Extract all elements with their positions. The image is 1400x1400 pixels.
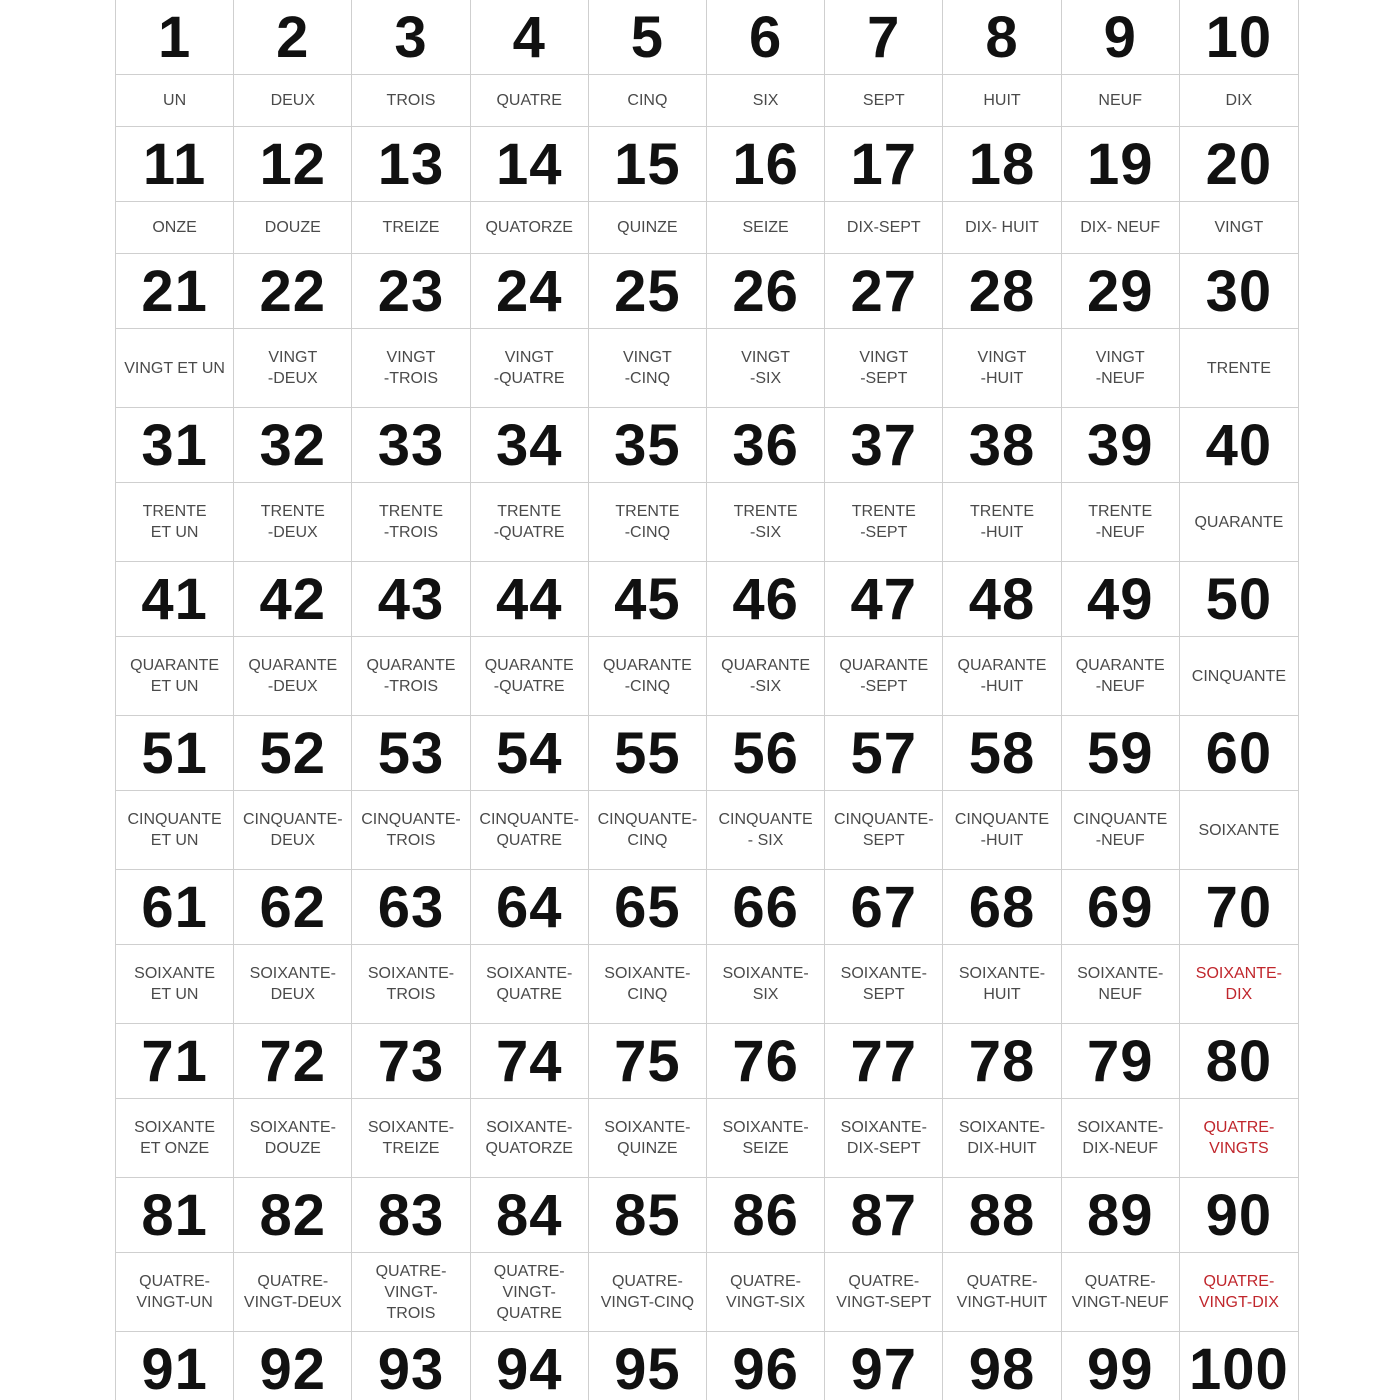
word-cell: QUARANTE -SEPT — [825, 637, 943, 715]
word-cell: TRENTE -SIX — [707, 483, 825, 561]
word-cell: TRENTE -QUATRE — [471, 483, 589, 561]
number-cell: 54 — [471, 716, 589, 790]
number-cell: 39 — [1062, 408, 1180, 482]
word-cell: DEUX — [234, 75, 352, 126]
word-cell: SOIXANTE- QUATRE — [471, 945, 589, 1023]
word-cell: SOIXANTE- TREIZE — [352, 1099, 470, 1177]
word-cell: QUARANTE -NEUF — [1062, 637, 1180, 715]
number-cell: 83 — [352, 1178, 470, 1252]
number-cell: 93 — [352, 1332, 470, 1400]
number-row — [116, 870, 1298, 945]
word-cell: UN — [116, 75, 234, 126]
number-cell: 42 — [234, 562, 352, 636]
number-cell: 59 — [1062, 716, 1180, 790]
word-cell: QUARANTE — [1194, 513, 1284, 531]
number-cell: 41 — [116, 562, 234, 636]
number-cell: 55 — [589, 716, 707, 790]
number-cell: 34 — [471, 408, 589, 482]
word-cell: CINQUANTE- CINQ — [589, 791, 707, 869]
word-cell: TRENTE -CINQ — [589, 483, 707, 561]
word-cell: SOIXANTE- SIX — [707, 945, 825, 1023]
number-cell: 69 — [1062, 870, 1180, 944]
word-cell: QUARANTE -TROIS — [352, 637, 470, 715]
number-cell: 100 — [1189, 1336, 1289, 1400]
number-cell: 71 — [116, 1024, 234, 1098]
number-cell: 62 — [234, 870, 352, 944]
number-cell: 31 — [116, 408, 234, 482]
word-cell: NEUF — [1062, 75, 1180, 126]
number-cell: 98 — [943, 1332, 1061, 1400]
number-cell: 89 — [1062, 1178, 1180, 1252]
number-cell: 11 — [116, 127, 234, 201]
word-cell: TRENTE -NEUF — [1062, 483, 1180, 561]
word-cell: SOIXANTE — [1198, 821, 1280, 839]
word-cell: QUARANTE -SIX — [707, 637, 825, 715]
word-cell: SOIXANTE- DOUZE — [234, 1099, 352, 1177]
word-row — [116, 791, 1298, 870]
word-cell: DIX-SEPT — [825, 202, 943, 253]
number-cell: 32 — [234, 408, 352, 482]
word-cell: VINGT -NEUF — [1062, 329, 1180, 407]
number-cell: 10 — [1205, 4, 1273, 70]
number-cell: 46 — [707, 562, 825, 636]
number-cell: 73 — [352, 1024, 470, 1098]
word-cell: ONZE — [116, 202, 234, 253]
word-cell: QUARANTE ET UN — [116, 637, 234, 715]
word-cell: SOIXANTE ET ONZE — [116, 1099, 234, 1177]
word-cell: TRENTE ET UN — [116, 483, 234, 561]
word-cell: SOIXANTE- TROIS — [352, 945, 470, 1023]
word-cell: QUATRE — [471, 75, 589, 126]
number-cell: 85 — [589, 1178, 707, 1252]
number-cell: 53 — [352, 716, 470, 790]
number-cell: 6 — [707, 0, 825, 74]
number-cell: 45 — [589, 562, 707, 636]
number-cell: 88 — [943, 1178, 1061, 1252]
number-cell: 40 — [1205, 412, 1273, 478]
number-row — [116, 716, 1298, 791]
word-cell: QUARANTE -HUIT — [943, 637, 1061, 715]
number-cell: 19 — [1062, 127, 1180, 201]
number-cell: 27 — [825, 254, 943, 328]
word-cell: DIX- NEUF — [1062, 202, 1180, 253]
number-cell: 4 — [471, 0, 589, 74]
word-cell: CINQUANTE- SEPT — [825, 791, 943, 869]
word-cell: QUATRE- VINGT-SEPT — [825, 1253, 943, 1331]
word-cell: QUATRE- VINGT-CINQ — [589, 1253, 707, 1331]
word-cell: SOIXANTE- SEIZE — [707, 1099, 825, 1177]
number-cell: 16 — [707, 127, 825, 201]
word-cell: VINGT -CINQ — [589, 329, 707, 407]
word-cell: CINQUANTE -HUIT — [943, 791, 1061, 869]
number-cell: 8 — [943, 0, 1061, 74]
number-cell: 37 — [825, 408, 943, 482]
word-row — [116, 329, 1298, 408]
number-cell: 72 — [234, 1024, 352, 1098]
number-cell: 5 — [589, 0, 707, 74]
word-cell: QUARANTE -DEUX — [234, 637, 352, 715]
number-cell: 2 — [234, 0, 352, 74]
word-cell: SOIXANTE- QUINZE — [589, 1099, 707, 1177]
number-cell: 58 — [943, 716, 1061, 790]
word-cell: CINQUANTE- TROIS — [352, 791, 470, 869]
number-cell: 76 — [707, 1024, 825, 1098]
word-cell: SOIXANTE- DIX-SEPT — [825, 1099, 943, 1177]
number-row — [116, 1024, 1298, 1099]
number-cell: 25 — [589, 254, 707, 328]
word-cell: CINQUANTE ET UN — [116, 791, 234, 869]
word-cell: QUATRE- VINGT-DIX — [1198, 1273, 1279, 1311]
number-cell: 57 — [825, 716, 943, 790]
number-cell: 97 — [825, 1332, 943, 1400]
number-row — [116, 1332, 1298, 1400]
number-cell: 91 — [116, 1332, 234, 1400]
numbers-chart-sheet — [115, 0, 1299, 1400]
word-cell: SOIXANTE- HUIT — [943, 945, 1061, 1023]
number-cell: 96 — [707, 1332, 825, 1400]
number-cell: 1 — [116, 0, 234, 74]
number-cell: 61 — [116, 870, 234, 944]
number-cell: 63 — [352, 870, 470, 944]
number-cell: 74 — [471, 1024, 589, 1098]
number-cell: 20 — [1205, 131, 1273, 197]
number-cell: 44 — [471, 562, 589, 636]
word-row — [116, 1099, 1298, 1178]
number-cell: 14 — [471, 127, 589, 201]
number-cell: 56 — [707, 716, 825, 790]
word-cell: CINQUANTE- QUATRE — [471, 791, 589, 869]
word-cell: QUATRE- VINGT-NEUF — [1062, 1253, 1180, 1331]
number-cell: 24 — [471, 254, 589, 328]
number-cell: 67 — [825, 870, 943, 944]
number-cell: 9 — [1062, 0, 1180, 74]
number-cell: 3 — [352, 0, 470, 74]
word-cell: QUATRE- VINGT- QUATRE — [471, 1253, 589, 1331]
number-cell: 80 — [1205, 1028, 1273, 1094]
word-cell: SOIXANTE- DIX-NEUF — [1062, 1099, 1180, 1177]
word-cell: TROIS — [352, 75, 470, 126]
word-cell: CINQ — [589, 75, 707, 126]
word-row — [116, 1253, 1298, 1332]
word-cell: QUARANTE -CINQ — [589, 637, 707, 715]
number-cell: 49 — [1062, 562, 1180, 636]
number-cell: 29 — [1062, 254, 1180, 328]
number-cell: 35 — [589, 408, 707, 482]
number-cell: 68 — [943, 870, 1061, 944]
word-cell: TRENTE -DEUX — [234, 483, 352, 561]
number-cell: 47 — [825, 562, 943, 636]
word-row — [116, 202, 1298, 254]
word-cell: SOIXANTE- DIX-HUIT — [943, 1099, 1061, 1177]
word-cell: TRENTE -SEPT — [825, 483, 943, 561]
number-cell: 60 — [1205, 720, 1273, 786]
number-cell: 38 — [943, 408, 1061, 482]
word-cell: VINGT -DEUX — [234, 329, 352, 407]
number-cell: 75 — [589, 1024, 707, 1098]
number-cell: 50 — [1205, 566, 1273, 632]
number-cell: 28 — [943, 254, 1061, 328]
number-cell: 33 — [352, 408, 470, 482]
number-cell: 23 — [352, 254, 470, 328]
word-cell: QUARANTE -QUATRE — [471, 637, 589, 715]
word-row — [116, 637, 1298, 716]
word-cell: VINGT ET UN — [116, 329, 234, 407]
word-cell: VINGT -HUIT — [943, 329, 1061, 407]
word-cell: SOIXANTE ET UN — [116, 945, 234, 1023]
word-row — [116, 483, 1298, 562]
word-cell: HUIT — [943, 75, 1061, 126]
number-cell: 36 — [707, 408, 825, 482]
number-cell: 66 — [707, 870, 825, 944]
number-cell: 22 — [234, 254, 352, 328]
word-cell: VINGT -SIX — [707, 329, 825, 407]
word-cell: TREIZE — [352, 202, 470, 253]
word-cell: SOIXANTE- QUATORZE — [471, 1099, 589, 1177]
number-row — [116, 1178, 1298, 1253]
word-cell: SOIXANTE- NEUF — [1062, 945, 1180, 1023]
number-cell: 21 — [116, 254, 234, 328]
number-cell: 99 — [1062, 1332, 1180, 1400]
word-cell: DIX- HUIT — [943, 202, 1061, 253]
number-cell: 65 — [589, 870, 707, 944]
word-cell: SIX — [707, 75, 825, 126]
word-cell: CINQUANTE — [1191, 667, 1286, 685]
number-cell: 43 — [352, 562, 470, 636]
word-cell: QUATORZE — [471, 202, 589, 253]
number-cell: 26 — [707, 254, 825, 328]
word-cell: CINQUANTE - SIX — [707, 791, 825, 869]
word-cell: QUINZE — [589, 202, 707, 253]
number-cell: 17 — [825, 127, 943, 201]
number-cell: 82 — [234, 1178, 352, 1252]
number-cell: 77 — [825, 1024, 943, 1098]
number-cell: 78 — [943, 1024, 1061, 1098]
number-cell: 13 — [352, 127, 470, 201]
number-cell: 12 — [234, 127, 352, 201]
number-cell: 48 — [943, 562, 1061, 636]
word-cell: DOUZE — [234, 202, 352, 253]
number-row — [116, 408, 1298, 483]
number-cell: 51 — [116, 716, 234, 790]
word-cell: QUATRE- VINGT-SIX — [707, 1253, 825, 1331]
word-cell: QUATRE- VINGT-HUIT — [943, 1253, 1061, 1331]
word-cell: TRENTE — [1206, 359, 1271, 377]
number-cell: 94 — [471, 1332, 589, 1400]
word-cell: SEPT — [825, 75, 943, 126]
word-cell: QUATRE- VINGTS — [1203, 1119, 1275, 1157]
number-cell: 95 — [589, 1332, 707, 1400]
number-cell: 64 — [471, 870, 589, 944]
word-cell: SOIXANTE- DEUX — [234, 945, 352, 1023]
number-row — [116, 127, 1298, 202]
word-cell: QUATRE- VINGT-UN — [116, 1253, 234, 1331]
number-cell: 18 — [943, 127, 1061, 201]
word-cell: TRENTE -TROIS — [352, 483, 470, 561]
number-cell: 70 — [1205, 874, 1273, 940]
number-cell: 81 — [116, 1178, 234, 1252]
number-row — [116, 254, 1298, 329]
word-cell: QUATRE- VINGT- TROIS — [352, 1253, 470, 1331]
number-cell: 7 — [825, 0, 943, 74]
word-cell: TRENTE -HUIT — [943, 483, 1061, 561]
word-cell: VINGT -TROIS — [352, 329, 470, 407]
word-cell: VINGT -QUATRE — [471, 329, 589, 407]
word-cell: VINGT — [1214, 219, 1264, 236]
number-row — [116, 562, 1298, 637]
number-cell: 92 — [234, 1332, 352, 1400]
word-cell: SOIXANTE- DIX — [1195, 965, 1282, 1003]
word-cell: DIX — [1225, 92, 1253, 109]
word-cell: CINQUANTE -NEUF — [1062, 791, 1180, 869]
number-cell: 30 — [1205, 258, 1273, 324]
number-cell: 87 — [825, 1178, 943, 1252]
number-cell: 90 — [1205, 1182, 1273, 1248]
number-cell: 52 — [234, 716, 352, 790]
number-cell: 15 — [589, 127, 707, 201]
number-cell: 86 — [707, 1178, 825, 1252]
word-cell: VINGT -SEPT — [825, 329, 943, 407]
word-cell: SEIZE — [707, 202, 825, 253]
word-cell: CINQUANTE- DEUX — [234, 791, 352, 869]
number-cell: 79 — [1062, 1024, 1180, 1098]
word-cell: QUATRE- VINGT-DEUX — [234, 1253, 352, 1331]
word-row — [116, 75, 1298, 127]
number-row — [116, 0, 1298, 75]
word-cell: SOIXANTE- SEPT — [825, 945, 943, 1023]
word-cell: SOIXANTE- CINQ — [589, 945, 707, 1023]
number-cell: 84 — [471, 1178, 589, 1252]
word-row — [116, 945, 1298, 1024]
